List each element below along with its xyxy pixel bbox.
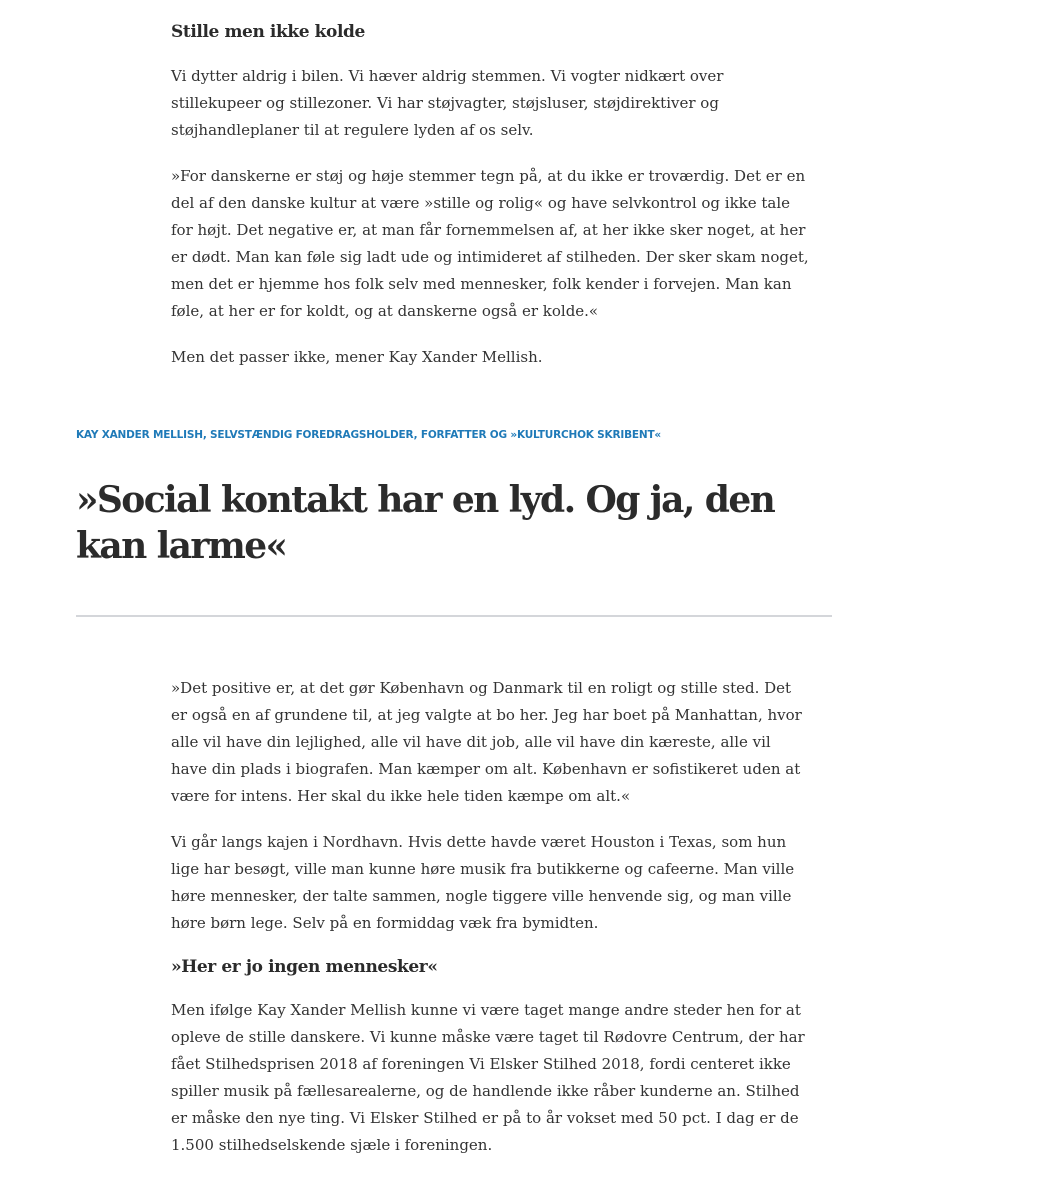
pull-quote: »Social kontakt har en lyd. Og ja, den kan larme« xyxy=(76,479,775,567)
pull-quote-byline: KAY XANDER MELLISH, SELVSTÆNDIG FOREDRAGSHOLDER, FORFATTER OG »KULTURCHOK SKRIBENT« xyxy=(76,429,661,441)
article-paragraph xyxy=(171,675,811,810)
paragraph-text: »Det positive er, at det gør København og Danmark til en roligt og stille sted. Det er også en af grundene til, at jeg valgte at bo her. Jeg har boet på Manhattan, hvor alle vil have din lejlighed, alle vil have dit job, alle vil have din kæreste, alle vil have din plads i biografen. Man kæmper om alt. København er sofistikeret uden at være for intens. Her skal du ikke hele tiden kæmpe om alt.« xyxy=(171,679,802,805)
pull-quote-divider xyxy=(76,615,832,617)
article-paragraph xyxy=(171,829,811,937)
paragraph-text: Men det passer ikke, mener Kay Xander Mellish. xyxy=(171,348,543,366)
paragraph-text: Vi går langs kajen i Nordhavn. Hvis dette havde været Houston i Texas, som hun lige har besøgt, ville man kunne høre musik fra butikkerne og cafeerne. Man ville høre mennesker, der talte sammen, nogle tiggere ville henvende sig, og man ville høre børn lege. Selv på en formiddag væk fra bymidten. xyxy=(171,833,795,932)
paragraph-text: »For danskerne er støj og høje stemmer tegn på, at du ikke er troværdig. Det er en del af den danske kultur at være »stille og rolig« og have selvkontrol og ikke tale for højt. Det negative er, at man får fornemmelsen af, at her ikke sker noget, at her er dødt. Man kan føle sig ladt ude og intimideret af stilheden. Der sker skam noget, men det er hjemme hos folk selv med mennesker, folk kender i forvejen. Man kan føle, at her er for koldt, og at danskerne også er kolde.« xyxy=(171,167,809,320)
section-subhead-her-er-jo-ingen-mennesker: »Her er jo ingen mennesker« xyxy=(171,957,438,977)
paragraph-text: Men ifølge Kay Xander Mellish kunne vi være taget mange andre steder hen for at opleve de stille danskere. Vi kunne måske være taget til Rødovre Centrum, der har fået Stilhedsprisen 2018 af foreningen Vi Elsker Stilhed 2018, fordi centeret ikke spiller musik på fællesarealerne, og de handlende ikke råber kunderne an. Stilhed er måske den nye ting. Vi Elsker Stilhed er på to år vokset med 50 pct. I dag er de 1.500 stilhedselskende sjæle i foreningen. xyxy=(171,1001,805,1154)
article-paragraph xyxy=(171,163,811,325)
paragraph-text: Vi dytter aldrig i bilen. Vi hæver aldrig stemmen. Vi vogter nidkært over stillekupeer og stillezoner. Vi har støjvagter, støjsluser, støjdirektiver og støjhandleplaner til at regulere lyden af os selv. xyxy=(171,67,724,139)
article-paragraph xyxy=(171,63,811,144)
section-subhead-stille-men-ikke-kolde: Stille men ikke kolde xyxy=(171,22,365,42)
article-paragraph xyxy=(171,997,811,1159)
article-paragraph xyxy=(171,344,811,371)
